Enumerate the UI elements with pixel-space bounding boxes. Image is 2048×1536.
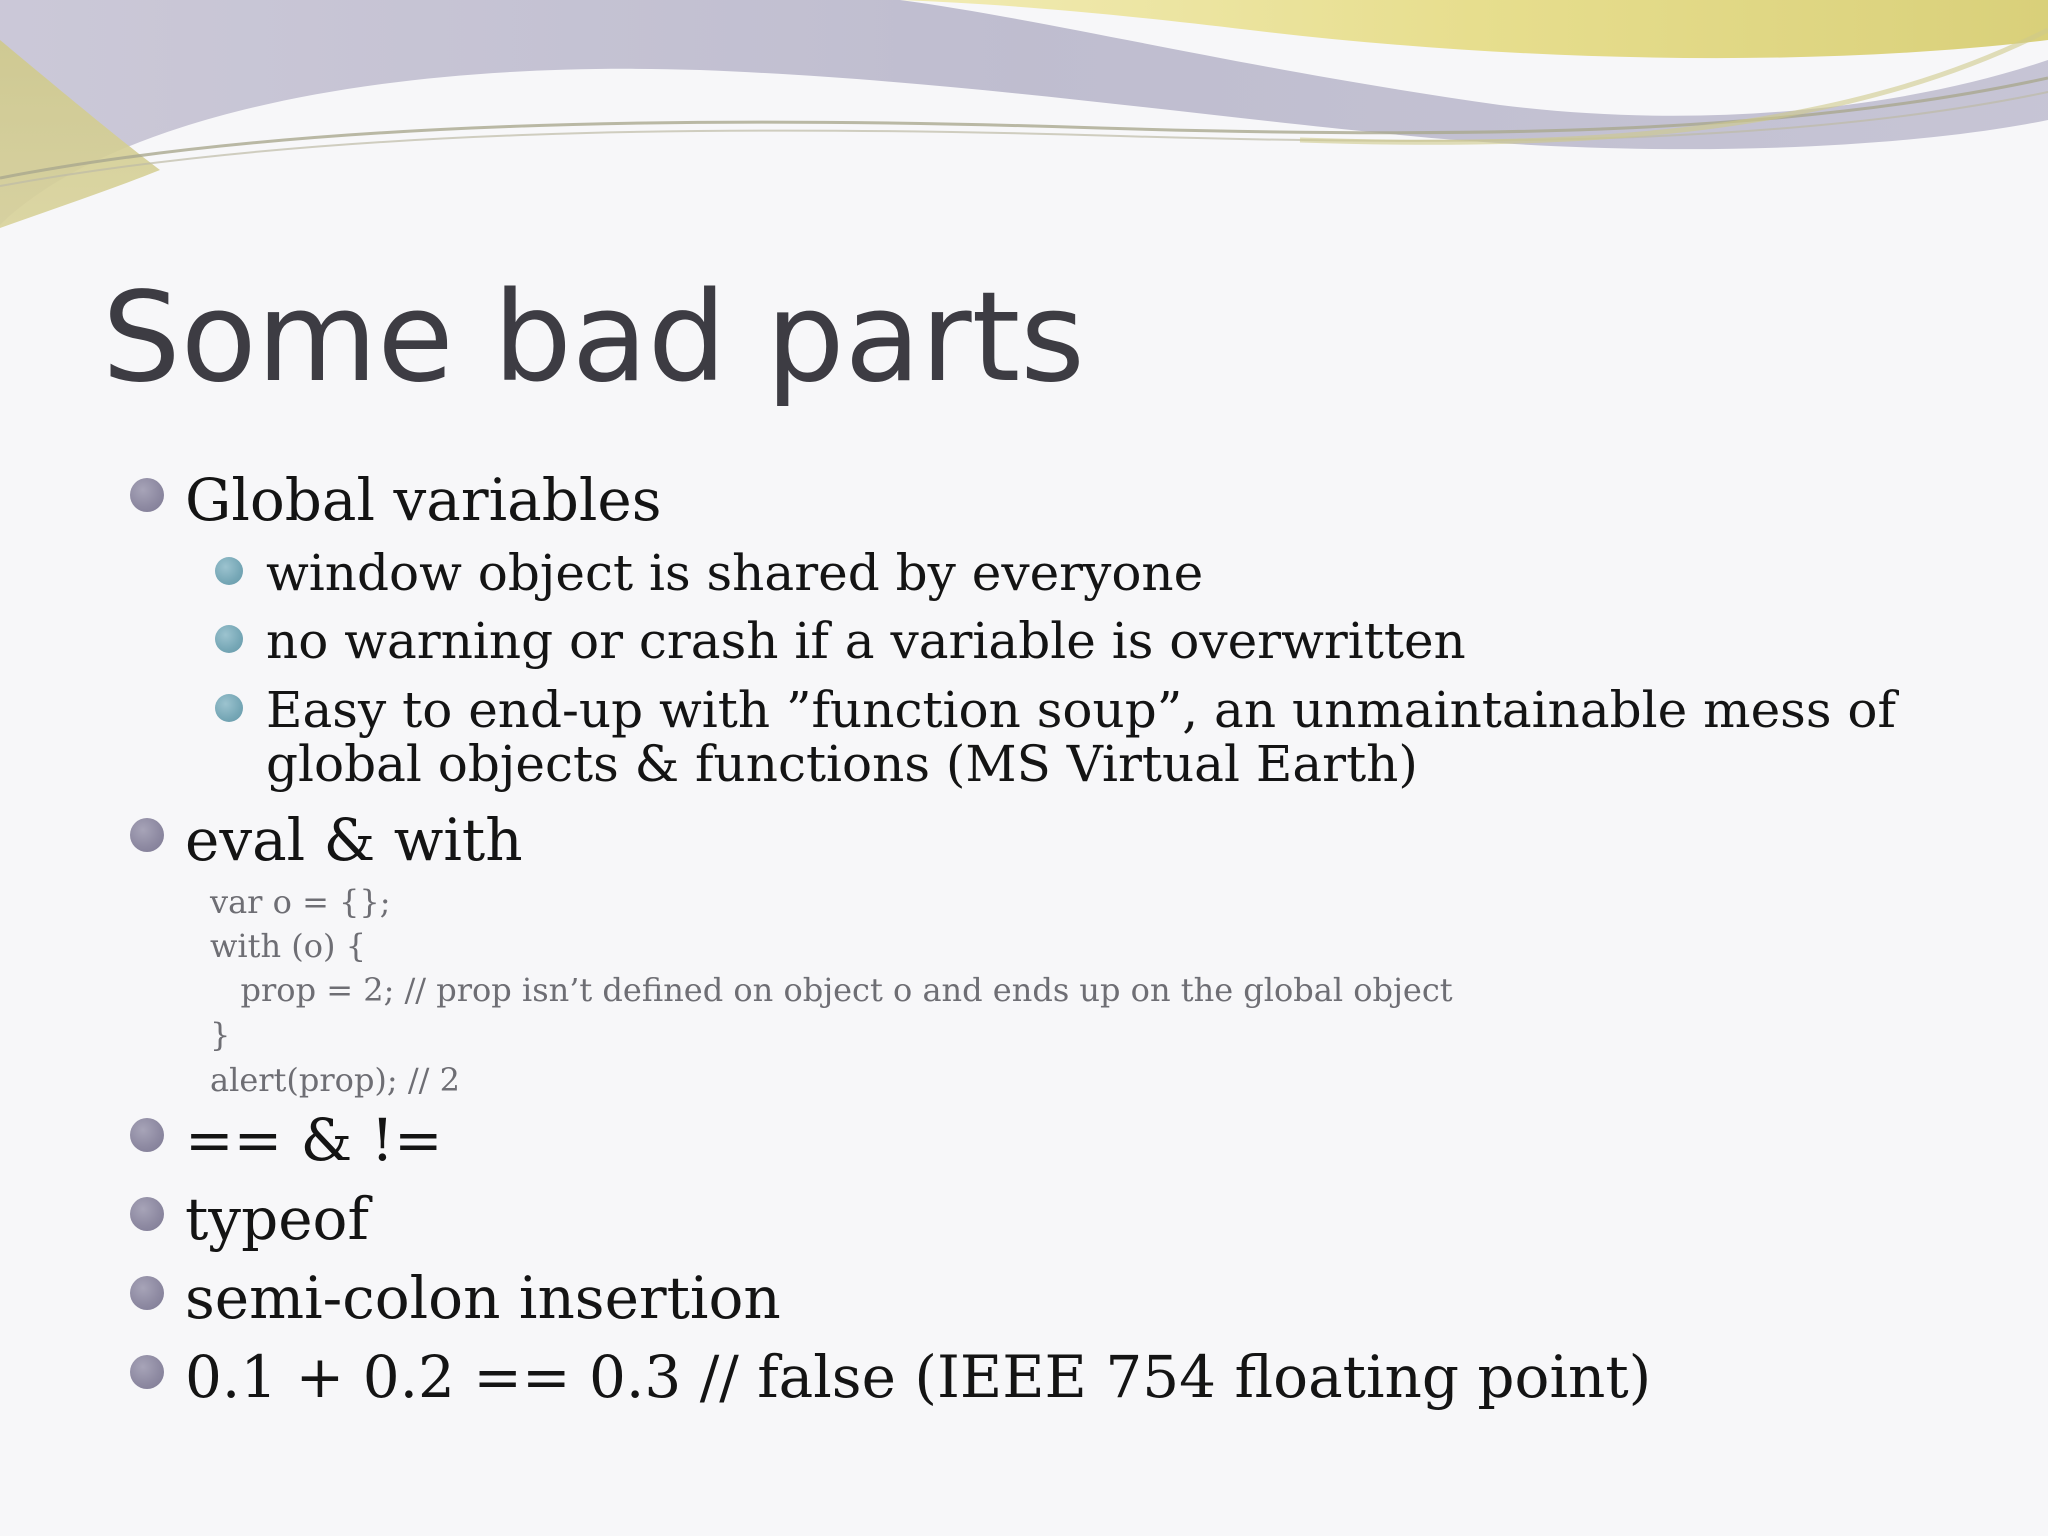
sub-bullet-dot-icon	[215, 625, 243, 653]
code-line: with (o) {	[210, 927, 367, 965]
bullet-dot-icon	[130, 1276, 164, 1310]
sub-bullet-no-warning: no warning or crash if a variable is overwritten	[266, 612, 1466, 670]
bullet-eval-with: eval & with	[185, 806, 523, 874]
bullet-semicolon-insertion: semi-colon insertion	[185, 1264, 781, 1332]
bullet-dot-icon	[130, 478, 164, 512]
sub-bullet-dot-icon	[215, 694, 243, 722]
bullet-dot-icon	[130, 1197, 164, 1231]
code-line: alert(prop); // 2	[210, 1061, 460, 1099]
bullet-dot-icon	[130, 818, 164, 852]
sub-bullet-function-soup-line2: global objects & functions (MS Virtual Earth)	[266, 735, 1418, 793]
code-line: }	[210, 1016, 231, 1054]
bullet-floating-point: 0.1 + 0.2 == 0.3 // false (IEEE 754 floating point)	[185, 1343, 1652, 1411]
code-line: var o = {};	[210, 883, 391, 921]
bullet-global-variables: Global variables	[185, 466, 662, 534]
sub-bullet-window-object: window object is shared by everyone	[266, 544, 1204, 602]
bullet-equality: == & !=	[185, 1106, 443, 1174]
bullet-dot-icon	[130, 1355, 164, 1389]
bullet-dot-icon	[130, 1118, 164, 1152]
sub-bullet-function-soup-line1: Easy to end-up with ”function soup”, an unmaintainable mess of	[266, 681, 1896, 739]
slide-title: Some bad parts	[102, 266, 1085, 410]
bullet-typeof: typeof	[185, 1185, 369, 1253]
sub-bullet-dot-icon	[215, 557, 243, 585]
code-line: prop = 2; // prop isn’t defined on object o and ends up on the global object	[210, 971, 1453, 1009]
